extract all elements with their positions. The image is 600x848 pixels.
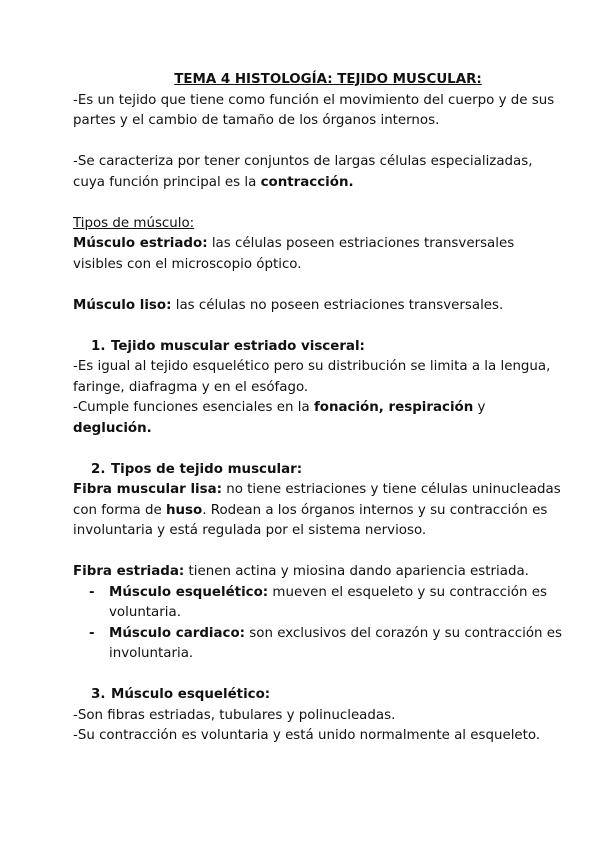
fibra-lisa-text-b: . Rodean a los órganos internos y su contracción es involuntaria y está regulada por el sistema nervioso.: [73, 502, 548, 538]
estriado-label: Músculo estriado:: [73, 236, 208, 251]
intro-p2-bold: contracción.: [260, 174, 354, 190]
fibra-lisa-label: Fibra muscular lisa:: [73, 482, 222, 497]
tipos-heading: Tipos de músculo:: [73, 215, 195, 231]
bullet-dash: -: [89, 625, 95, 641]
section-1-line-2-b: fonación, respiración: [313, 400, 474, 415]
fibra-lisa-bold: huso: [165, 502, 203, 518]
fibra-estriada-label: Fibra estriada:: [73, 564, 185, 579]
section-3-heading: [73, 685, 563, 706]
section-2-number: 2.: [91, 461, 106, 477]
estriado-text: las células poseen estriaciones transversales visibles con el microscopio óptico.: [73, 236, 515, 272]
section-3-line-2: -Su contracción es voluntaria y está unido normalmente al esqueleto.: [73, 728, 541, 743]
section-2-title: Tipos de tejido muscular:: [111, 461, 303, 477]
section-1-number: 1.: [91, 338, 106, 354]
section-3-title: Músculo esquelético:: [111, 687, 271, 702]
tipos-liso: [73, 296, 563, 317]
liso-label: Músculo liso:: [73, 297, 172, 313]
bullet-text: mueven el esqueleto y su contracción es voluntaria.: [109, 584, 547, 620]
bullet-label: Músculo esquelético:: [109, 584, 269, 600]
page-title: TEMA 4 HISTOLOGÍA: TEJIDO MUSCULAR:: [174, 72, 482, 87]
intro-paragraph-2: [73, 152, 563, 193]
fibra-estriada-paragraph: [73, 562, 563, 583]
intro-paragraph-1: -Es un tejido que tiene como función el movimiento del cuerpo y de sus partes y el cambio de tamaño de los órganos internos.: [73, 92, 555, 128]
list-item: [73, 624, 563, 665]
section-3-number: 3.: [91, 687, 106, 702]
liso-text: las células no poseen estriaciones transversales.: [171, 297, 504, 313]
fibra-lisa-paragraph: [73, 480, 563, 542]
section-1-title: Tejido muscular estriado visceral:: [111, 338, 365, 354]
section-1-line-2-c: y: [473, 400, 486, 415]
section-3-line-1: -Son fibras estriadas, tubulares y polinucleadas.: [73, 707, 396, 723]
section-1-line-1: -Es igual al tejido esquelético pero su distribución se limita a la lengua, faringe, diafragma y en el esófago.: [73, 359, 551, 395]
bullet-text: son exclusivos del corazón y su contracción es involuntaria.: [109, 625, 562, 661]
intro-p2-text: -Se caracteriza por tener conjuntos de largas células especializadas, cuya función principal es la: [73, 154, 533, 190]
section-2-heading: [73, 460, 563, 481]
section-1-line-2-d: deglución.: [73, 420, 152, 436]
bullet-dash: -: [89, 584, 95, 600]
fibra-estriada-text: tienen actina y miosina dando apariencia estriada.: [184, 564, 529, 579]
section-1-heading: [73, 337, 563, 358]
document-page: [73, 70, 563, 747]
tipos-estriado: [73, 234, 563, 275]
section-1-line-2: [73, 398, 563, 439]
bullet-label: Músculo cardiaco:: [109, 625, 246, 641]
fibra-lisa-text-a: no tiene estriaciones y tiene células uninucleadas con forma de: [73, 482, 561, 518]
list-item: [73, 583, 563, 624]
section-1-line-2-a: -Cumple funciones esenciales en la: [73, 400, 314, 415]
